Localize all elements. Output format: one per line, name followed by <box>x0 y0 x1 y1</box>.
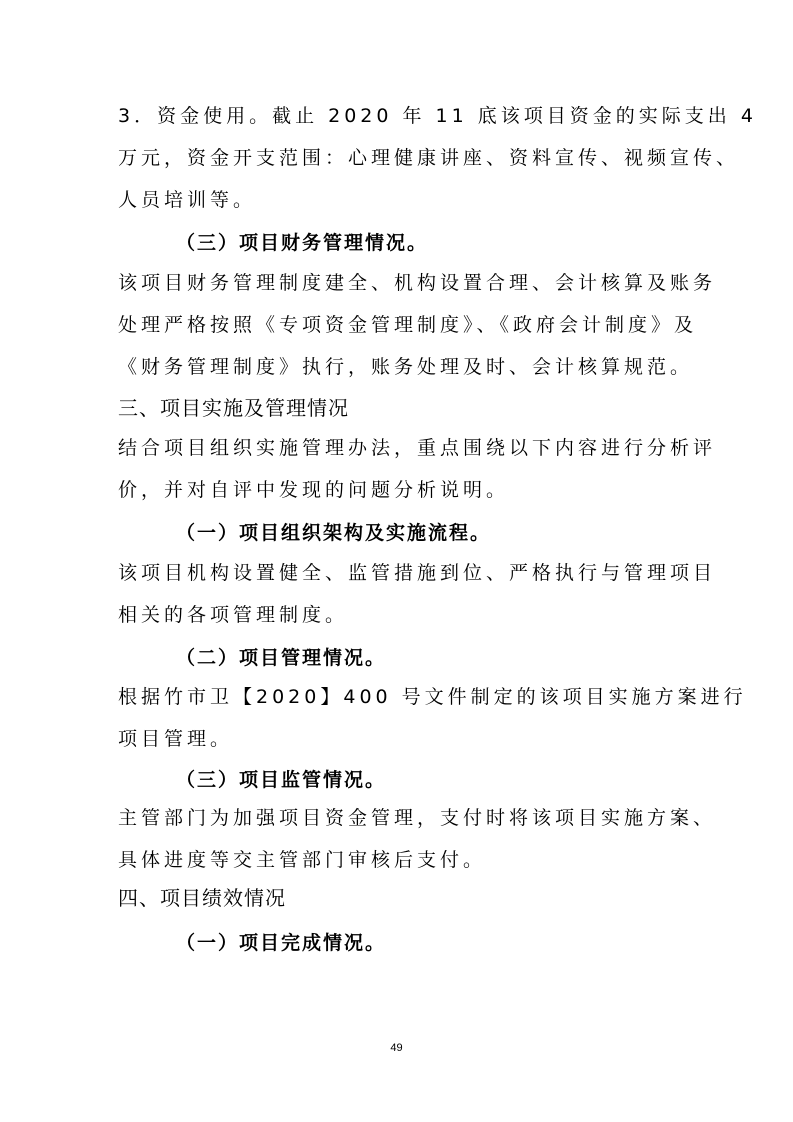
section-heading-3: 三、项目实施及管理情况 <box>118 396 349 420</box>
paragraph-line: 万元，资金开支范围：心理健康讲座、资料宣传、视频宣传、 <box>118 147 740 169</box>
subheading-mgmt: （二）项目管理情况。 <box>176 647 387 669</box>
subheading-org: （一）项目组织架构及实施流程。 <box>176 522 492 544</box>
paragraph-line: 该项目财务管理制度建全、机构设置合理、会计核算及账务 <box>118 272 717 294</box>
paragraph-line: 人员培训等。 <box>118 189 257 211</box>
paragraph-line: 《财务管理制度》执行，账务处理及时、会计核算规范。 <box>118 356 694 378</box>
paragraph-line: 主管部门为加强项目资金管理，支付时将该项目实施方案、 <box>118 807 717 829</box>
section-heading-4: 四、项目绩效情况 <box>118 886 286 910</box>
paragraph-line: 相关的各项管理制度。 <box>118 604 349 626</box>
paragraph-line: 该项目机构设置健全、监管措施到位、严格执行与管理项目 <box>118 562 717 584</box>
subheading-finance: （三）项目财务管理情况。 <box>176 232 429 254</box>
paragraph-line: 具体进度等交主管部门审核后支付。 <box>118 849 487 871</box>
paragraph-line: 结合项目组织实施管理办法，重点围绕以下内容进行分析评 <box>118 437 717 459</box>
subheading-completion: （一）项目完成情况。 <box>176 932 387 954</box>
paragraph-line: 价，并对自评中发现的问题分析说明。 <box>118 479 510 501</box>
paragraph-line: 根据竹市卫【2020】400 号文件制定的该项目实施方案进行 <box>118 686 747 708</box>
paragraph-line: 处理严格按照《专项资金管理制度》、《政府会计制度》及 <box>118 314 698 336</box>
subheading-supervision: （三）项目监管情况。 <box>176 769 387 791</box>
paragraph-line: 3．资金使用。截止 2020 年 11 底该项目资金的实际支出 4 <box>118 105 757 127</box>
paragraph-line: 项目管理。 <box>118 728 234 750</box>
page-number: 49 <box>390 1042 403 1054</box>
